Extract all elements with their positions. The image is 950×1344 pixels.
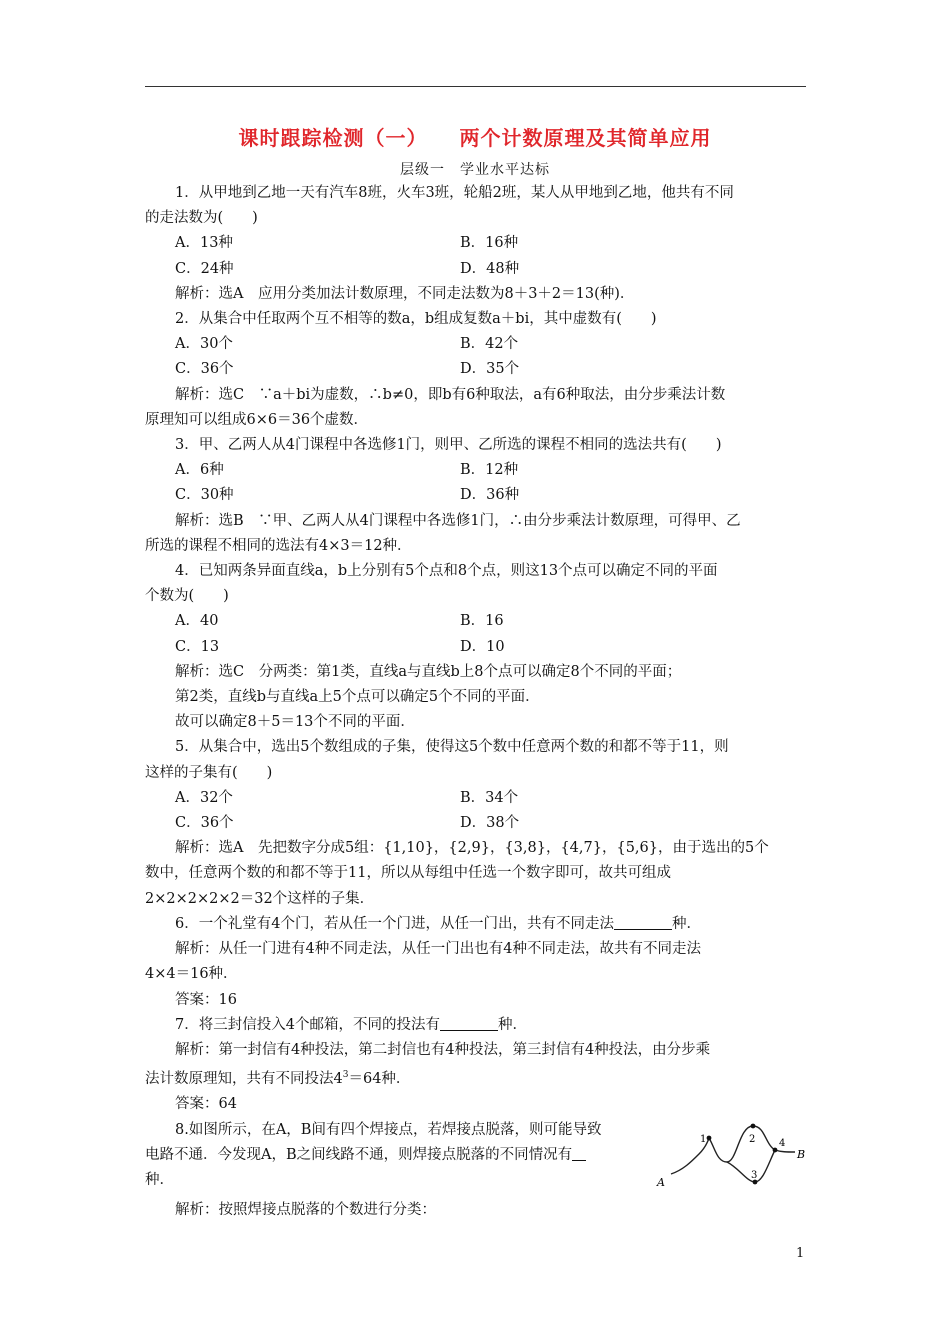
q5-options-row2 bbox=[145, 811, 806, 836]
q8-answer-blank bbox=[572, 1146, 586, 1161]
q3-stem: 3．甲、乙两人从4门课程中各选修1门，则甲、乙所选的课程不相同的选法共有( ) bbox=[175, 437, 722, 454]
q3-solution-line1: 解析：选B ∵甲、乙两人从4门课程中各选修1门，∴由分步乘法计数原理，可得甲、乙 bbox=[175, 512, 741, 529]
q1-stem-line2: 的走法数为( ) bbox=[145, 210, 258, 227]
q2-solution-line1: 解析：选C ∵a＋bi为虚数，∴b≠0，即b有6种取法，a有6种取法，由分步乘法计数 bbox=[175, 386, 726, 403]
document-body bbox=[145, 181, 806, 1223]
q2-option-b: B．42个 bbox=[460, 336, 519, 353]
label-2: 2 bbox=[749, 1133, 756, 1145]
q2-options-row1 bbox=[145, 332, 806, 357]
q7-solution-text: 法计数原理知，共有不同投法4 bbox=[145, 1071, 343, 1088]
q7-stem-end: 种． bbox=[497, 1016, 527, 1033]
q1-stem-line1: 1．从甲地到乙地一天有汽车8班，火车3班，轮船2班，某人从甲地到乙地，他共有不同 bbox=[175, 185, 734, 201]
q1-option-c: C．24种 bbox=[175, 260, 234, 277]
q8-stem-line3: 种． bbox=[145, 1171, 174, 1188]
q5-option-c: C．36个 bbox=[175, 815, 234, 832]
label-1: 1 bbox=[700, 1133, 707, 1145]
q6-stem bbox=[145, 912, 806, 937]
q3-option-d: D．36种 bbox=[460, 487, 520, 504]
label-a: A bbox=[657, 1175, 665, 1189]
q2-options-row2 bbox=[145, 357, 806, 382]
header-rule bbox=[145, 86, 806, 87]
page-title bbox=[0, 122, 950, 151]
q4-solution-line3: 故可以确定8＋5＝13个不同的平面． bbox=[175, 714, 415, 731]
q4-stem-line2: 个数为( ) bbox=[145, 588, 229, 605]
q1-option-d: D．48种 bbox=[460, 260, 520, 277]
q1-option-b: B．16种 bbox=[460, 235, 519, 252]
q1-solution: 解析：选A 应用分类加法计数原理，不同走法数为8＋3＋2＝13(种)． bbox=[175, 285, 635, 302]
q5-stem-line2: 这样的子集有( ) bbox=[145, 764, 273, 781]
q4-option-a: A．40 bbox=[175, 613, 219, 630]
page-number: 1 bbox=[796, 1246, 805, 1261]
q5-options-row1 bbox=[145, 786, 806, 811]
q3-option-a: A．6种 bbox=[175, 462, 224, 479]
q6-stem-text: 6．一个礼堂有4个门，若从任一个门进，从任一门出，共有不同走法 bbox=[175, 915, 614, 932]
page-subtitle: 层级一 学业水平达标 bbox=[400, 162, 550, 178]
q4-options-row1 bbox=[145, 609, 806, 634]
q4-option-c: C．13 bbox=[175, 638, 220, 655]
q5-solution-line1: 解析：选A 先把数字分成5组：{1,10}，{2,9}，{3,8}，{4,7}，{5,6}，由于选出的5个 bbox=[175, 840, 769, 857]
q3-options-row2 bbox=[145, 483, 806, 508]
q7-solution-end: ＝64种． bbox=[348, 1071, 411, 1088]
q8-block bbox=[145, 1118, 806, 1198]
q5-stem-line1: 5．从集合中，选出5个数组成的子集，使得这5个数中任意两个数的和都不等于11，则 bbox=[175, 739, 729, 756]
q6-answer: 答案：16 bbox=[175, 991, 237, 1008]
q5-solution-line3: 2×2×2×2×2＝32个这样的子集． bbox=[145, 890, 375, 907]
q5-solution-line2: 数中，任意两个数的和都不等于11，所以从每组中任选一个数字即可，故共可组成 bbox=[145, 865, 671, 882]
q8-stem-line1: 8.如图所示，在A，B间有四个焊接点，若焊接点脱落，则可能导致 bbox=[175, 1121, 602, 1138]
q8-stem-text: 电路不通．今发现A，B之间线路不通，则焊接点脱落的不同情况有 bbox=[145, 1146, 573, 1163]
q7-solution-line2 bbox=[145, 1063, 806, 1092]
q5-option-d: D．38个 bbox=[460, 815, 520, 832]
q7-answer-blank bbox=[440, 1016, 498, 1031]
q6-solution-line1: 解析：从任一门进有4种不同走法，从任一门出也有4种不同走法，故共有不同走法 bbox=[175, 941, 701, 958]
q3-option-c: C．30种 bbox=[175, 487, 234, 504]
q7-solution-line1: 解析：第一封信有4种投法，第二封信也有4种投法，第三封信有4种投法，由分步乘 bbox=[175, 1041, 711, 1058]
q4-option-d: D．10 bbox=[460, 638, 505, 655]
title-left: 课时跟踪检测（一） bbox=[238, 126, 428, 150]
solder-point-1 bbox=[707, 1135, 712, 1140]
q6-solution-line2: 4×4＝16种． bbox=[145, 966, 238, 983]
q4-stem-line1: 4．已知两条异面直线a，b上分别有5个点和8个点，则这13个点可以确定不同的平面 bbox=[175, 563, 718, 580]
q4-solution-line1: 解析：选C 分两类：第1类，直线a与直线b上8个点可以确定8个不同的平面； bbox=[175, 663, 682, 680]
q1-options-row2 bbox=[145, 257, 806, 282]
q5-option-a: A．32个 bbox=[175, 789, 233, 806]
q2-solution-line2: 原理知可以组成6×6＝36个虚数． bbox=[145, 411, 369, 428]
label-3: 3 bbox=[751, 1169, 758, 1181]
q3-options-row1 bbox=[145, 458, 806, 483]
circuit-diagram bbox=[655, 1118, 806, 1198]
q7-exponent: 3 bbox=[342, 1070, 349, 1081]
q1-option-a: A．13种 bbox=[175, 235, 233, 252]
wire-4-b bbox=[775, 1150, 795, 1152]
label-4: 4 bbox=[779, 1137, 786, 1149]
q2-option-c: C．36个 bbox=[175, 361, 234, 378]
label-b: B bbox=[797, 1147, 806, 1161]
q3-option-b: B．12种 bbox=[460, 462, 519, 479]
wire-top-branch bbox=[709, 1126, 775, 1162]
q7-stem bbox=[145, 1013, 806, 1038]
q7-stem-text: 7．将三封信投入4个邮箱，不同的投法有 bbox=[175, 1016, 440, 1033]
q4-solution-line2: 第2类，直线b与直线a上5个点可以确定5个不同的平面． bbox=[175, 689, 540, 706]
q8-solution: 解析：按照焊接点脱落的个数进行分类： bbox=[175, 1201, 436, 1218]
q8-stem bbox=[145, 1118, 655, 1194]
q3-solution-line2: 所选的课程不相同的选法有4×3＝12种． bbox=[145, 537, 412, 554]
q7-answer: 答案：64 bbox=[175, 1096, 237, 1113]
q2-option-d: D．35个 bbox=[460, 361, 520, 378]
q6-answer-blank bbox=[614, 915, 672, 930]
q6-stem-end: 种． bbox=[671, 915, 701, 932]
title-right: 两个计数原理及其简单应用 bbox=[459, 126, 712, 150]
q4-option-b: B．16 bbox=[460, 613, 504, 630]
q8-stem-line2 bbox=[145, 1143, 655, 1168]
q2-option-a: A．30个 bbox=[175, 336, 233, 353]
solder-point-4 bbox=[773, 1147, 778, 1152]
solder-point-2 bbox=[751, 1123, 756, 1128]
q1-options-row1 bbox=[145, 231, 806, 256]
q4-options-row2 bbox=[145, 635, 806, 660]
q2-stem: 2．从集合中任取两个互不相等的数a，b组成复数a＋bi，其中虚数有( ) bbox=[175, 311, 657, 328]
q5-option-b: B．34个 bbox=[460, 789, 519, 806]
